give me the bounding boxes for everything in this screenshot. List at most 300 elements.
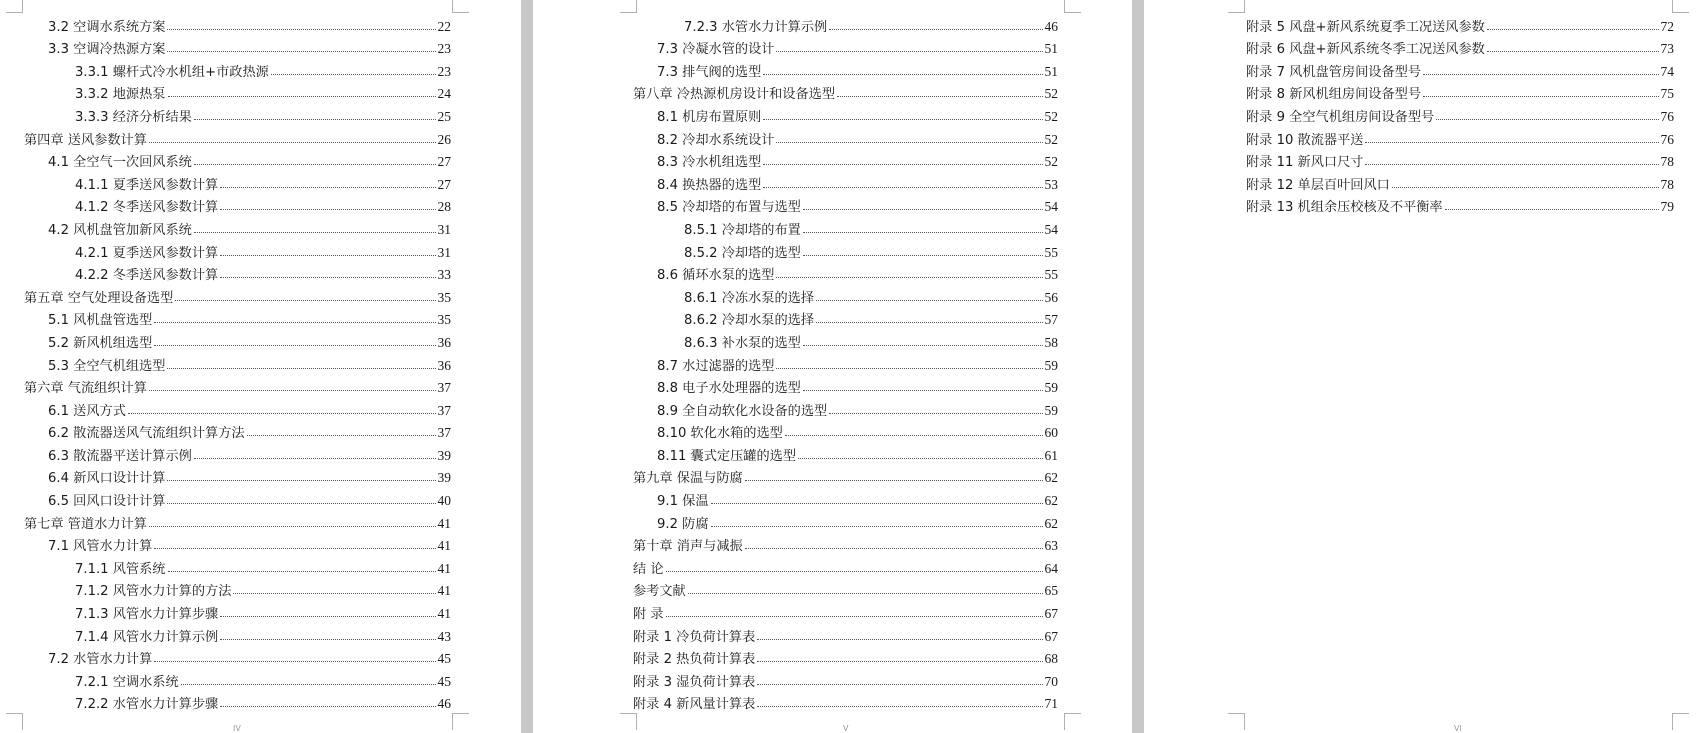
dot-leader (1487, 29, 1659, 30)
dot-leader (1423, 74, 1658, 75)
toc-entry-page: 72 (1660, 18, 1674, 34)
toc-entry[interactable] (633, 12, 1058, 35)
toc-entry-page: 27 (437, 154, 451, 170)
toc-entry[interactable] (24, 238, 451, 261)
dot-leader (220, 706, 435, 707)
toc-entry-title: 附录 10 散流器平送 (1246, 132, 1364, 148)
dot-leader (829, 29, 1042, 30)
margin-corner-mark (1672, 713, 1689, 730)
toc-entry-title: 8.8 电子水处理器的选型 (657, 381, 801, 397)
toc-entry[interactable] (633, 374, 1058, 397)
toc-entry-page: 76 (1660, 108, 1674, 124)
toc-entry-page: 52 (1044, 131, 1058, 147)
toc-entry-page: 39 (437, 447, 451, 463)
toc-entry-page: 23 (437, 63, 451, 79)
margin-corner-mark (1064, 713, 1081, 730)
toc-entry-title: 附录 13 机组余压校核及不平衡率 (1246, 200, 1443, 216)
toc-entry-title: 3.3 空调冷热源方案 (48, 42, 166, 58)
toc-entry[interactable] (633, 690, 1058, 713)
toc-entry-page: 35 (437, 312, 451, 328)
toc-entry-page: 52 (1044, 86, 1058, 102)
toc-entry-page: 45 (437, 651, 451, 667)
toc-entry[interactable] (633, 283, 1058, 306)
toc-entry-page: 73 (1660, 41, 1674, 57)
dot-leader (1487, 51, 1659, 52)
toc-entry-title: 7.1 风管水力计算 (48, 539, 153, 555)
dot-leader (757, 639, 1042, 640)
toc-entry-title: 3.3.3 经济分析结果 (75, 109, 192, 125)
toc-entry-page: 57 (1044, 312, 1058, 328)
dot-leader (763, 187, 1042, 188)
toc-entry-page: 27 (437, 176, 451, 192)
toc-entry-title: 8.6.3 补水泵的选型 (684, 335, 801, 351)
dot-leader (167, 503, 435, 504)
toc-entry-title: 7.1.2 风管水力计算的方法 (75, 584, 232, 600)
dot-leader (757, 684, 1042, 685)
dot-leader (154, 322, 435, 323)
toc-entry[interactable] (633, 170, 1058, 193)
toc-entry-title: 7.1.1 风管系统 (75, 561, 166, 577)
toc-entry[interactable] (24, 599, 451, 622)
toc-list (24, 12, 451, 712)
page-number: IV (233, 724, 241, 733)
dot-leader (745, 480, 1043, 481)
dot-leader (745, 548, 1043, 549)
toc-entry[interactable] (24, 554, 451, 577)
dot-leader (154, 548, 435, 549)
toc-entry-page: 71 (1044, 696, 1058, 712)
toc-entry[interactable] (24, 690, 451, 713)
toc-entry-title: 第八章 冷热源机房设计和设备选型 (633, 87, 836, 103)
dot-leader (1365, 142, 1658, 143)
margin-corner-mark (620, 713, 637, 730)
toc-entry-title: 第五章 空气处理设备选型 (24, 290, 174, 306)
dot-leader (798, 458, 1042, 459)
toc-entry[interactable] (633, 306, 1058, 329)
toc-entry[interactable] (24, 170, 451, 193)
dot-leader (803, 255, 1043, 256)
toc-entry-page: 75 (1660, 86, 1674, 102)
dot-leader (1423, 96, 1658, 97)
document-page-iv (0, 0, 521, 733)
toc-entry[interactable] (633, 509, 1058, 532)
toc-entry[interactable] (24, 148, 451, 171)
toc-entry[interactable] (633, 577, 1058, 600)
toc-entry-title: 8.6 循环水泵的选型 (657, 268, 775, 284)
toc-entry-page: 53 (1044, 176, 1058, 192)
toc-entry[interactable] (24, 125, 451, 148)
toc-entry[interactable] (633, 441, 1058, 464)
dot-leader (757, 706, 1042, 707)
dot-leader (829, 413, 1042, 414)
toc-entry-title: 附录 4 新风量计算表 (633, 697, 756, 713)
toc-entry[interactable] (24, 12, 451, 35)
toc-entry-title: 9.2 防腐 (657, 516, 709, 532)
toc-entry-title: 5.1 风机盘管选型 (48, 313, 153, 329)
document-page-v (533, 0, 1132, 733)
dot-leader (763, 119, 1042, 120)
toc-entry-title: 8.11 囊式定压罐的选型 (657, 448, 797, 464)
toc-entry-page: 62 (1044, 515, 1058, 531)
toc-entry[interactable] (1246, 148, 1674, 171)
toc-entry-page: 60 (1044, 425, 1058, 441)
margin-corner-mark (6, 0, 23, 13)
toc-entry-title: 4.2.1 夏季送风参数计算 (75, 245, 219, 261)
toc-entry-title: 3.2 空调水系统方案 (48, 19, 166, 35)
toc-entry-title: 第四章 送风参数计算 (24, 132, 147, 148)
dot-leader (803, 209, 1043, 210)
toc-entry-page: 26 (437, 131, 451, 147)
dot-leader (1392, 187, 1659, 188)
dot-leader (711, 526, 1043, 527)
toc-entry-title: 8.5.1 冷却塔的布置 (684, 222, 801, 238)
dot-leader (167, 480, 435, 481)
toc-entry-page: 55 (1044, 267, 1058, 283)
page-gutter (521, 0, 533, 733)
toc-entry-title: 8.7 水过滤器的选型 (657, 358, 775, 374)
margin-corner-mark (1672, 0, 1689, 13)
toc-entry-page: 55 (1044, 244, 1058, 260)
toc-entry[interactable] (24, 193, 451, 216)
toc-entry[interactable] (633, 554, 1058, 577)
dot-leader (194, 232, 436, 233)
toc-entry-title: 8.3 冷水机组选型 (657, 155, 762, 171)
toc-entry-title: 8.5.2 冷却塔的选型 (684, 245, 801, 261)
dot-leader (154, 661, 435, 662)
toc-entry[interactable] (24, 351, 451, 374)
dot-leader (149, 526, 436, 527)
toc-entry-page: 43 (437, 628, 451, 644)
dot-leader (666, 616, 1043, 617)
toc-entry-title: 第七章 管道水力计算 (24, 516, 147, 532)
toc-entry-title: 4.1 全空气一次回风系统 (48, 155, 192, 171)
toc-entry[interactable] (24, 306, 451, 329)
toc-entry[interactable] (24, 57, 451, 80)
dot-leader (763, 164, 1042, 165)
dot-leader (803, 390, 1043, 391)
toc-entry-title: 9.1 保温 (657, 494, 709, 510)
toc-entry-title: 第九章 保温与防腐 (633, 471, 743, 487)
dot-leader (776, 51, 1042, 52)
toc-entry[interactable] (1246, 57, 1674, 80)
toc-entry-title: 6.4 新风口设计计算 (48, 471, 166, 487)
toc-entry[interactable] (24, 622, 451, 645)
toc-entry[interactable] (633, 35, 1058, 58)
toc-entry[interactable] (633, 599, 1058, 622)
toc-entry-page: 52 (1044, 154, 1058, 170)
toc-entry[interactable] (24, 464, 451, 487)
toc-entry[interactable] (24, 645, 451, 668)
toc-entry[interactable] (633, 238, 1058, 261)
toc-entry-page: 70 (1044, 673, 1058, 689)
toc-entry[interactable] (24, 328, 451, 351)
toc-entry-title: 附 录 (633, 607, 664, 623)
toc-entry-page: 41 (437, 583, 451, 599)
toc-entry-page: 59 (1044, 402, 1058, 418)
dot-leader (167, 368, 435, 369)
toc-entry[interactable] (24, 261, 451, 284)
dot-leader (220, 277, 435, 278)
margin-corner-mark (6, 713, 23, 730)
toc-entry-page: 63 (1044, 538, 1058, 554)
toc-entry-title: 附录 1 冷负荷计算表 (633, 629, 756, 645)
toc-entry-page: 24 (437, 86, 451, 102)
toc-entry-page: 46 (437, 696, 451, 712)
margin-corner-mark (452, 0, 469, 13)
toc-entry-page: 74 (1660, 63, 1674, 79)
toc-entry-page: 78 (1660, 176, 1674, 192)
toc-entry-page: 37 (437, 380, 451, 396)
dot-leader (181, 684, 436, 685)
toc-entry-title: 6.2 散流器送风气流组织计算方法 (48, 426, 245, 442)
toc-entry[interactable] (1246, 12, 1674, 35)
toc-entry-title: 附录 7 风机盘管房间设备型号 (1246, 64, 1422, 80)
toc-entry[interactable] (633, 622, 1058, 645)
dot-leader (711, 503, 1043, 504)
toc-entry-page: 67 (1044, 628, 1058, 644)
toc-entry-page: 25 (437, 108, 451, 124)
toc-entry-title: 7.1.3 风管水力计算步骤 (75, 607, 219, 623)
toc-entry[interactable] (24, 486, 451, 509)
toc-entry[interactable] (24, 419, 451, 442)
toc-entry-page: 22 (437, 18, 451, 34)
toc-entry-page: 28 (437, 199, 451, 215)
toc-list (1246, 12, 1674, 215)
toc-entry-page: 36 (437, 334, 451, 350)
toc-entry-title: 7.3 排气阀的选型 (657, 64, 762, 80)
toc-entry-page: 54 (1044, 221, 1058, 237)
dot-leader (763, 74, 1042, 75)
toc-entry-page: 41 (437, 560, 451, 576)
toc-entry-page: 62 (1044, 493, 1058, 509)
toc-entry[interactable] (24, 396, 451, 419)
toc-entry-page: 37 (437, 425, 451, 441)
toc-list (633, 12, 1058, 712)
dot-leader (803, 345, 1043, 346)
toc-entry-title: 6.1 送风方式 (48, 403, 126, 419)
dot-leader (837, 96, 1042, 97)
toc-entry-title: 4.2.2 冬季送风参数计算 (75, 268, 219, 284)
toc-entry[interactable] (1246, 102, 1674, 125)
toc-entry-page: 41 (437, 515, 451, 531)
toc-entry[interactable] (633, 261, 1058, 284)
toc-entry[interactable] (24, 532, 451, 555)
toc-entry-title: 附录 2 热负荷计算表 (633, 652, 756, 668)
toc-entry-title: 附录 3 湿负荷计算表 (633, 674, 756, 690)
dot-leader (154, 345, 435, 346)
toc-entry[interactable] (24, 102, 451, 125)
toc-entry-page: 64 (1044, 560, 1058, 576)
toc-entry-page: 79 (1660, 199, 1674, 215)
dot-leader (149, 142, 436, 143)
toc-entry[interactable] (24, 35, 451, 58)
dot-leader (776, 277, 1042, 278)
dot-leader (194, 458, 436, 459)
toc-entry[interactable] (633, 419, 1058, 442)
toc-entry-title: 6.5 回风口设计计算 (48, 494, 166, 510)
dot-leader (816, 300, 1042, 301)
toc-entry-title: 7.2.2 水管水力计算步骤 (75, 697, 219, 713)
toc-entry[interactable] (1246, 193, 1674, 216)
dot-leader (233, 593, 435, 594)
dot-leader (247, 435, 436, 436)
toc-entry[interactable] (24, 441, 451, 464)
toc-entry[interactable] (24, 577, 451, 600)
toc-entry-title: 8.6.1 冷冻水泵的选择 (684, 290, 815, 306)
margin-corner-mark (1228, 0, 1245, 13)
toc-entry-title: 参考文献 (633, 584, 686, 600)
toc-entry[interactable] (633, 57, 1058, 80)
toc-entry-page: 58 (1044, 334, 1058, 350)
toc-entry[interactable] (24, 215, 451, 238)
toc-entry-page: 56 (1044, 289, 1058, 305)
toc-entry[interactable] (633, 351, 1058, 374)
toc-entry-page: 52 (1044, 108, 1058, 124)
toc-entry-page: 31 (437, 221, 451, 237)
toc-entry[interactable] (633, 193, 1058, 216)
toc-entry[interactable] (633, 80, 1058, 103)
toc-entry[interactable] (24, 283, 451, 306)
toc-entry[interactable] (633, 464, 1058, 487)
dot-leader (175, 300, 435, 301)
dot-leader (1436, 119, 1658, 120)
toc-entry-page: 67 (1044, 606, 1058, 622)
toc-entry[interactable] (633, 667, 1058, 690)
toc-entry-title: 5.3 全空气机组选型 (48, 358, 166, 374)
dot-leader (757, 661, 1042, 662)
dot-leader (194, 119, 436, 120)
dot-leader (194, 164, 436, 165)
toc-entry-page: 78 (1660, 154, 1674, 170)
toc-entry-page: 45 (437, 673, 451, 689)
toc-entry[interactable] (1246, 125, 1674, 148)
toc-entry[interactable] (24, 509, 451, 532)
dot-leader (167, 51, 435, 52)
dot-leader (167, 29, 435, 30)
toc-entry-title: 8.5 冷却塔的布置与选型 (657, 200, 801, 216)
toc-entry[interactable] (633, 532, 1058, 555)
toc-entry-title: 附录 6 风盘+新风系统冬季工况送风参数 (1246, 42, 1485, 58)
dot-leader (220, 209, 435, 210)
toc-entry-title: 附录 12 单层百叶回风口 (1246, 177, 1390, 193)
toc-entry[interactable] (24, 374, 451, 397)
toc-entry[interactable] (1246, 170, 1674, 193)
toc-entry-page: 51 (1044, 63, 1058, 79)
toc-entry[interactable] (633, 148, 1058, 171)
toc-entry-title: 4.1.1 夏季送风参数计算 (75, 177, 219, 193)
toc-entry[interactable] (633, 102, 1058, 125)
dot-leader (128, 413, 436, 414)
toc-entry-title: 4.2 风机盘管加新风系统 (48, 222, 192, 238)
page-number: V (843, 724, 849, 733)
toc-entry-page: 35 (437, 289, 451, 305)
document-page-vi (1144, 0, 1707, 733)
toc-entry-title: 8.2 冷却水系统设计 (657, 132, 775, 148)
toc-entry-title: 3.3.1 螺杆式冷水机组+市政热源 (75, 64, 269, 80)
toc-entry[interactable] (633, 645, 1058, 668)
toc-entry-title: 8.4 换热器的选型 (657, 177, 762, 193)
toc-entry-title: 4.1.2 冬季送风参数计算 (75, 200, 219, 216)
toc-entry-page: 76 (1660, 131, 1674, 147)
dot-leader (168, 96, 436, 97)
toc-entry-page: 41 (437, 606, 451, 622)
dot-leader (149, 390, 436, 391)
toc-entry-title: 8.10 软化水箱的选型 (657, 426, 783, 442)
toc-entry-title: 附录 5 风盘+新风系统夏季工况送风参数 (1246, 19, 1485, 35)
toc-entry-title: 附录 9 全空气机组房间设备型号 (1246, 109, 1435, 125)
toc-entry-page: 46 (1044, 18, 1058, 34)
toc-entry-title: 7.2.3 水管水力计算示例 (684, 19, 828, 35)
dot-leader (816, 322, 1042, 323)
dot-leader (220, 616, 435, 617)
dot-leader (220, 255, 435, 256)
toc-entry-page: 23 (437, 41, 451, 57)
toc-entry-page: 54 (1044, 199, 1058, 215)
toc-entry-title: 3.3.2 地源热泵 (75, 87, 166, 103)
toc-entry-title: 7.3 冷凝水管的设计 (657, 42, 775, 58)
toc-entry-title: 8.6.2 冷却水泵的选择 (684, 313, 815, 329)
toc-entry-page: 31 (437, 244, 451, 260)
dot-leader (776, 142, 1042, 143)
dot-leader (220, 187, 435, 188)
toc-entry-page: 65 (1044, 583, 1058, 599)
dot-leader (666, 571, 1043, 572)
dot-leader (688, 593, 1043, 594)
toc-entry-title: 8.9 全自动软化水设备的选型 (657, 403, 828, 419)
margin-corner-mark (452, 713, 469, 730)
toc-entry[interactable] (633, 486, 1058, 509)
toc-entry[interactable] (633, 125, 1058, 148)
margin-corner-mark (1064, 0, 1081, 13)
toc-entry-page: 36 (437, 357, 451, 373)
toc-entry[interactable] (1246, 35, 1674, 58)
toc-entry[interactable] (633, 215, 1058, 238)
toc-entry-page: 59 (1044, 380, 1058, 396)
dot-leader (803, 232, 1043, 233)
toc-entry-title: 第十章 消声与减振 (633, 539, 743, 555)
toc-entry-page: 33 (437, 267, 451, 283)
toc-entry-page: 68 (1044, 651, 1058, 667)
toc-entry-page: 40 (437, 493, 451, 509)
dot-leader (168, 571, 436, 572)
toc-entry-title: 结 论 (633, 561, 664, 577)
margin-corner-mark (1228, 713, 1245, 730)
dot-leader (785, 435, 1043, 436)
toc-entry-title: 6.3 散流器平送计算示例 (48, 448, 192, 464)
toc-entry[interactable] (1246, 80, 1674, 103)
toc-entry-page: 41 (437, 538, 451, 554)
toc-entry-title: 7.2.1 空调水系统 (75, 674, 179, 690)
toc-entry-title: 5.2 新风机组选型 (48, 335, 153, 351)
dot-leader (1365, 164, 1658, 165)
toc-entry-title: 第六章 气流组织计算 (24, 381, 147, 397)
dot-leader (220, 639, 435, 640)
toc-entry-title: 7.1.4 风管水力计算示例 (75, 629, 219, 645)
toc-entry-page: 39 (437, 470, 451, 486)
dot-leader (1445, 209, 1659, 210)
toc-entry-title: 附录 11 新风口尺寸 (1246, 155, 1364, 171)
page-gutter (1132, 0, 1144, 733)
toc-entry-page: 61 (1044, 447, 1058, 463)
toc-entry[interactable] (24, 80, 451, 103)
page-number: VI (1454, 724, 1462, 733)
toc-entry-page: 59 (1044, 357, 1058, 373)
toc-entry[interactable] (24, 667, 451, 690)
toc-entry[interactable] (633, 396, 1058, 419)
toc-entry-title: 附录 8 新风机组房间设备型号 (1246, 87, 1422, 103)
toc-entry[interactable] (633, 328, 1058, 351)
toc-entry-title: 8.1 机房布置原则 (657, 109, 762, 125)
